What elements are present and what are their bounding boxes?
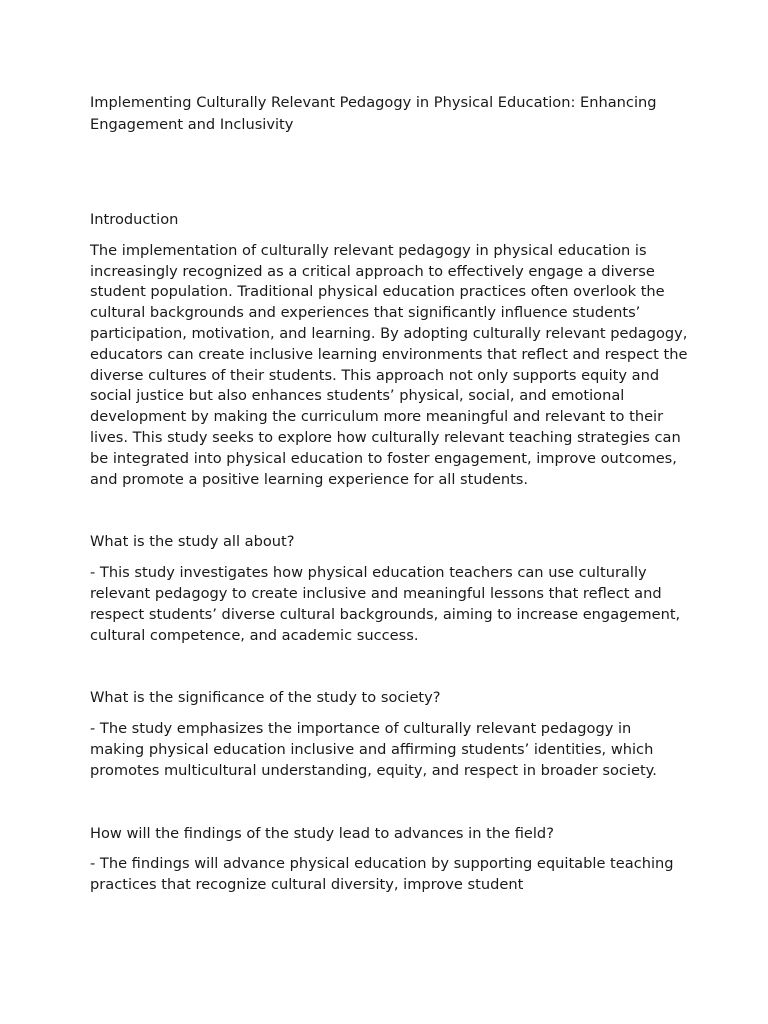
document-page <box>90 92 690 896</box>
question-heading-study-about: What is the study all about? <box>90 533 295 551</box>
introduction-paragraph: The implementation of culturally relevant pedagogy in physical education is increasingly recognized as a critical approach to effectively engage a diverse student population. Traditional physical education practices often overlook the cultural backgrounds and experiences that significantly influence students’ participation, motivation, and learning. By adopting culturally relevant pedagogy, educators can create inclusive learning environments that reflect and respect the diverse cultures of their students. This approach not only supports equity and social justice but also enhances students’ physical, social, and emotional development by making the curriculum more meaningful and relevant to their lives. This study seeks to explore how culturally relevant teaching strategies can be integrated into physical education to foster engagement, improve outcomes, and promote a positive learning experience for all students. <box>90 241 688 488</box>
document-title: Implementing Culturally Relevant Pedagogy in Physical Education: Enhancing Engagement and Inclusivity <box>90 94 657 133</box>
question-heading-significance: What is the significance of the study to society? <box>90 689 441 707</box>
answer-paragraph-significance: - The study emphasizes the importance of culturally relevant pedagogy in making physical education inclusive and affirming students’ identities, which promotes multicultural understanding, equity, and respect in broader society. <box>90 720 657 779</box>
introduction-heading: Introduction <box>90 211 179 228</box>
question-heading-advances: How will the findings of the study lead to advances in the field? <box>90 824 554 842</box>
answer-paragraph-advances: - The findings will advance physical education by supporting equitable teaching practices that recognize cultural diversity, improve student <box>90 855 674 894</box>
answer-paragraph-study-about: - This study investigates how physical education teachers can use culturally relevant pedagogy to create inclusive and meaningful lessons that reflect and respect students’ diverse cultural backgrounds, aiming to increase engagement, cultural competence, and academic success. <box>90 564 681 644</box>
